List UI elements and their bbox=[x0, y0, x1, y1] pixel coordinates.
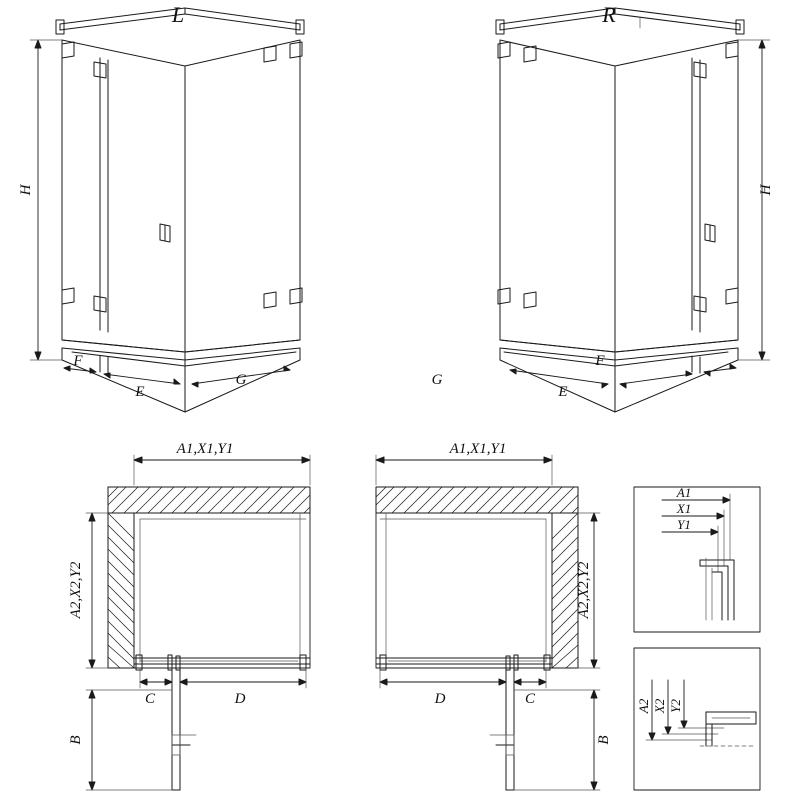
label-a1x1y1-right: A1,X1,Y1 bbox=[449, 441, 507, 457]
label-R: R bbox=[602, 2, 616, 27]
label-F-right: F bbox=[595, 353, 605, 369]
detail-a1x1y1 bbox=[634, 487, 760, 632]
label-H-left: H bbox=[18, 184, 34, 196]
label-D-left: D bbox=[234, 691, 246, 707]
view-right-plan bbox=[376, 455, 600, 790]
view-right-3d bbox=[496, 8, 770, 412]
label-D-right: D bbox=[434, 691, 446, 707]
label-B-left: B bbox=[68, 735, 84, 745]
label-B-right: B bbox=[596, 735, 612, 745]
label-C-left: C bbox=[144, 691, 156, 707]
label-G-right: G bbox=[431, 372, 443, 388]
label-E-right: E bbox=[558, 384, 568, 400]
view-left-plan bbox=[86, 455, 310, 790]
label-a1-detail: A1 bbox=[676, 485, 692, 500]
label-C-right: C bbox=[524, 691, 536, 707]
label-y1-detail: Y1 bbox=[677, 517, 691, 532]
label-a2x2y2-right: A2,X2,Y2 bbox=[576, 561, 592, 619]
label-L: L bbox=[171, 2, 185, 27]
label-a2x2y2-left: A2,X2,Y2 bbox=[68, 561, 84, 619]
label-H-right: H bbox=[758, 184, 774, 196]
label-x1-detail: X1 bbox=[676, 501, 692, 516]
label-a2-detail: A2 bbox=[636, 698, 651, 714]
view-left-3d bbox=[30, 8, 304, 412]
label-y2-detail: Y2 bbox=[668, 699, 683, 713]
label-a1x1y1-left: A1,X1,Y1 bbox=[176, 441, 234, 457]
label-E-left: E bbox=[135, 384, 145, 400]
label-x2-detail: X2 bbox=[652, 698, 667, 714]
label-G-left: G bbox=[235, 372, 247, 388]
detail-a2x2y2 bbox=[634, 648, 760, 790]
label-F-left: F bbox=[73, 353, 83, 369]
